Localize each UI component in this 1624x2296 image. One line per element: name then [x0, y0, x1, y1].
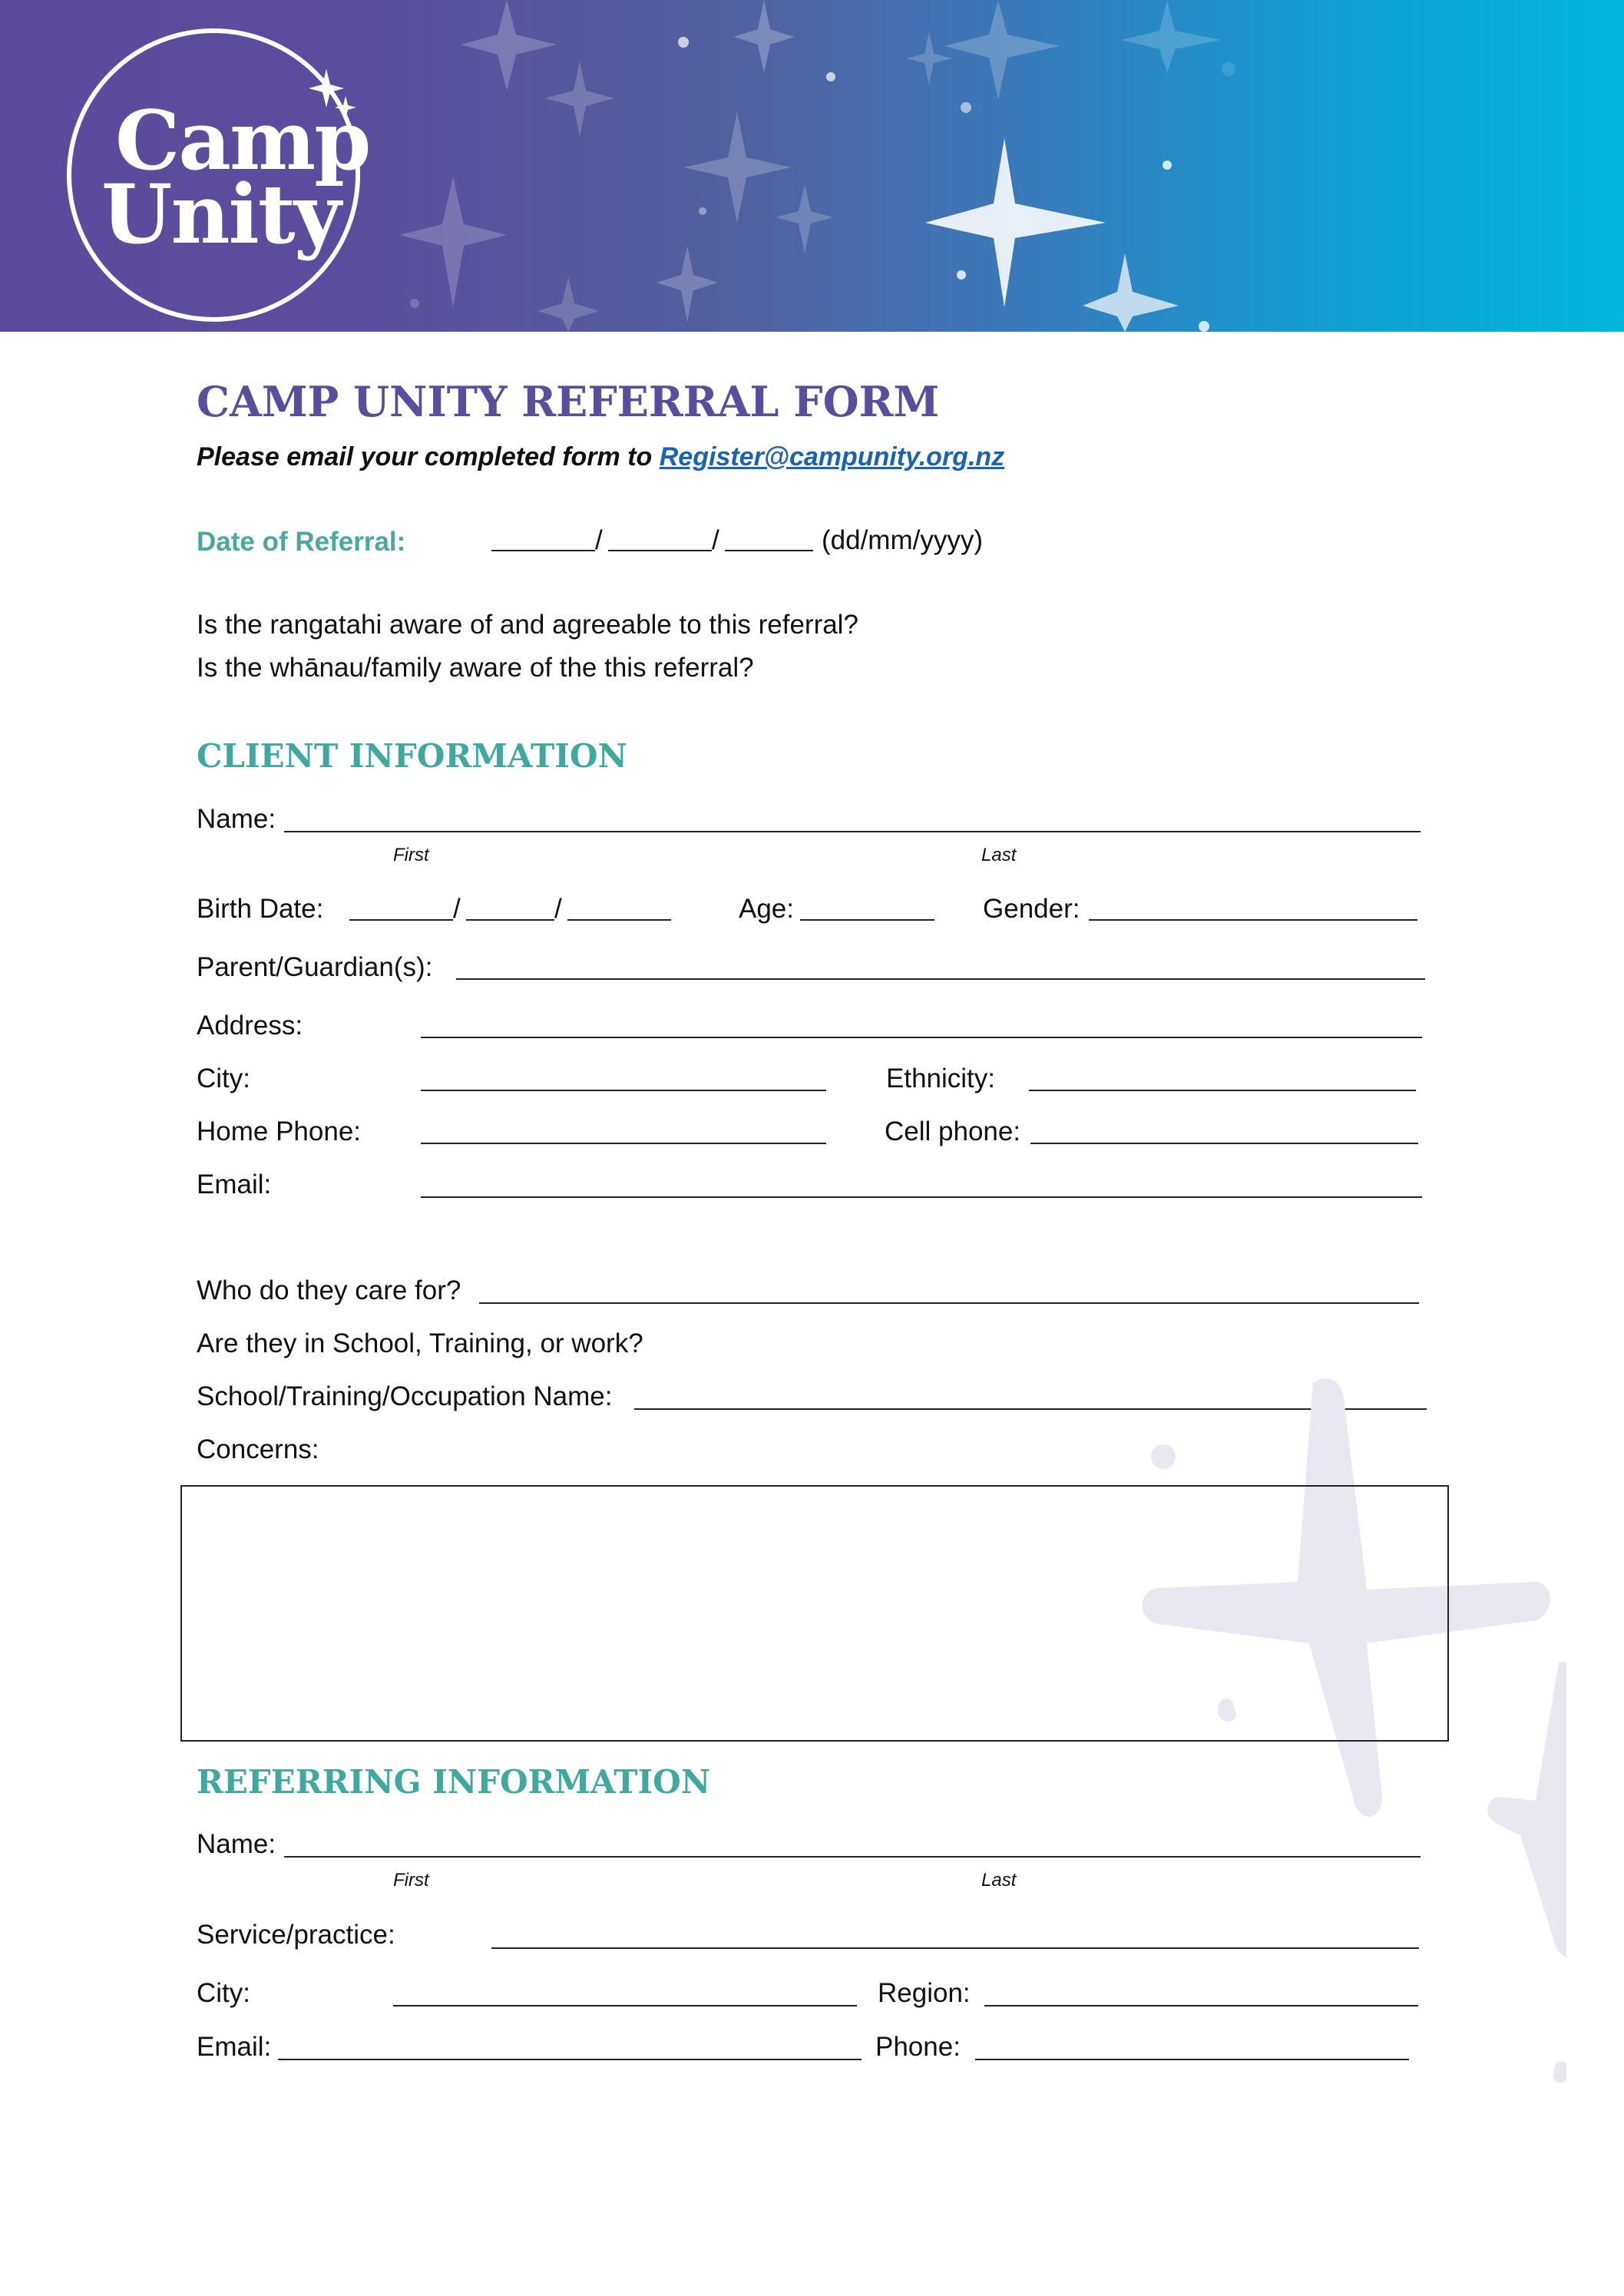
client-email-field[interactable] [421, 1196, 1422, 1198]
referrer-name-field[interactable] [284, 1856, 1421, 1858]
referral-day-field[interactable] [491, 550, 595, 551]
referral-month-field[interactable] [608, 550, 712, 551]
date-slash: / [554, 894, 562, 924]
date-format-hint: (dd/mm/yyyy) [822, 525, 983, 555]
client-information-heading: CLIENT INFORMATION [197, 737, 627, 775]
region-field[interactable] [984, 2005, 1418, 2007]
gender-field[interactable] [1089, 919, 1417, 921]
email-instructions [197, 444, 1004, 470]
client-city-field[interactable] [421, 1090, 826, 1091]
date-slash: / [712, 525, 719, 555]
client-name-label: Name: [197, 804, 276, 834]
referring-information-heading: REFERRING INFORMATION [197, 1763, 711, 1801]
client-name-field[interactable] [284, 831, 1421, 832]
home-phone-field[interactable] [421, 1143, 826, 1144]
referrer-city-field[interactable] [393, 2005, 857, 2007]
gender-label: Gender: [983, 894, 1080, 924]
occupation-label: School/Training/Occupation Name: [197, 1381, 613, 1411]
referral-year-field[interactable] [725, 550, 813, 551]
referrer-last-caption: Last [981, 1870, 1017, 1891]
client-first-caption: First [393, 845, 429, 865]
concerns-label: Concerns: [197, 1434, 319, 1464]
page-title: CAMP UNITY REFERRAL FORM [197, 377, 940, 426]
register-email-link[interactable]: Register@campunity.org.nz [659, 442, 1005, 471]
care-field[interactable] [479, 1302, 1419, 1304]
guardian-field[interactable] [456, 978, 1425, 980]
client-last-caption: Last [981, 845, 1017, 865]
date-of-referral-label: Date of Referral: [197, 527, 406, 557]
phone-label: Phone: [875, 2032, 961, 2062]
date-slash: / [453, 894, 461, 924]
birth-year-field[interactable] [567, 919, 671, 921]
logo-camp: Camp [115, 92, 370, 188]
email-instructions-text: Please email your completed form to [197, 442, 660, 471]
cell-phone-field[interactable] [1030, 1143, 1418, 1144]
referrer-email-field[interactable] [278, 2059, 862, 2060]
logo-unity: Unity [101, 166, 340, 262]
ethnicity-field[interactable] [1029, 1090, 1416, 1091]
referrer-city-label: City: [197, 1978, 250, 2008]
care-label: Who do they care for? [197, 1275, 461, 1305]
referrer-name-label: Name: [197, 1829, 276, 1859]
referrer-email-label: Email: [197, 2032, 272, 2062]
region-label: Region: [878, 1978, 971, 2008]
date-slash: / [595, 525, 603, 555]
rangatahi-question: Is the rangatahi aware of and agreeable to this referral? [197, 610, 858, 640]
header-banner [0, 0, 1624, 332]
school-question: Are they in School, Training, or work? [197, 1328, 643, 1358]
ethnicity-label: Ethnicity: [886, 1064, 995, 1093]
concerns-textarea[interactable] [180, 1485, 1449, 1742]
service-practice-field[interactable] [491, 1947, 1419, 1949]
birth-date-label: Birth Date: [197, 894, 324, 924]
age-label: Age: [739, 894, 794, 924]
phone-field[interactable] [975, 2059, 1409, 2060]
watermark-sparkle-icon [1136, 1359, 1566, 2127]
referrer-first-caption: First [393, 1870, 429, 1891]
address-label: Address: [197, 1011, 303, 1040]
address-field[interactable] [421, 1037, 1422, 1038]
cell-phone-label: Cell phone: [885, 1117, 1021, 1146]
whanau-question: Is the whānau/family aware of the this referral? [197, 653, 754, 683]
birth-month-field[interactable] [466, 919, 554, 921]
birth-day-field[interactable] [349, 919, 453, 921]
service-practice-label: Service/practice: [197, 1920, 395, 1950]
home-phone-label: Home Phone: [197, 1117, 362, 1146]
guardian-label: Parent/Guardian(s): [197, 952, 433, 982]
client-city-label: City: [197, 1064, 250, 1093]
client-email-label: Email: [197, 1170, 272, 1199]
age-field[interactable] [800, 919, 934, 921]
